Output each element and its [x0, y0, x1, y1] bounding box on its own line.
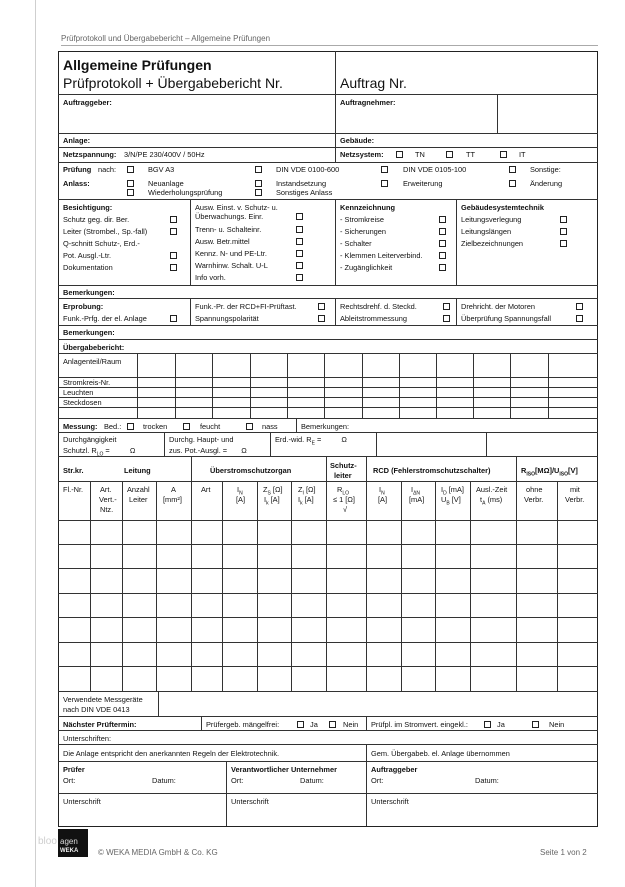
divider: [335, 199, 336, 285]
kennzeichnung-checkbox[interactable]: [439, 252, 446, 259]
kennzeichnung-checkbox[interactable]: [439, 216, 446, 223]
besichtigung-title: Besichtigung:: [63, 203, 113, 212]
divider: [58, 481, 598, 482]
subcol-id: $I_D$ [mA]: [441, 485, 464, 497]
besichtigung-checkbox[interactable]: [296, 213, 303, 220]
divider: [164, 432, 165, 456]
erprobung-item: Rechtsdrehf. d. Steckd.: [340, 302, 417, 311]
erprobung-item: Spannungspolarität: [195, 314, 259, 323]
auftraggeber-datum: Datum:: [475, 776, 499, 785]
subcol-anzahl: Anzahl: [127, 485, 150, 494]
pruefung-nach: nach:: [98, 165, 117, 174]
divider: [456, 298, 457, 325]
subcol-ik: $I_k$ [A]: [264, 495, 280, 507]
divider: [510, 353, 511, 418]
auftraggeber-label: Auftraggeber:: [63, 98, 112, 107]
vde-0100-label: DIN VDE 0100-600: [276, 165, 340, 174]
kennzeichnung-item: - Zugänglichkeit: [340, 263, 393, 272]
netzspannung-label: Netzspannung:: [63, 150, 117, 159]
besichtigung-item: Info vorh.: [195, 273, 226, 282]
stromvert-ja-label: Ja: [497, 720, 505, 729]
pruefer-label: Prüfer: [63, 765, 85, 774]
logo-text-bottom: WEKA: [60, 848, 79, 854]
divider: [250, 353, 251, 418]
subcol-in2: $I_N$: [379, 485, 385, 497]
trocken-label: trocken: [143, 422, 168, 431]
divider: [190, 298, 191, 325]
erprobung-item: Drehricht. der Motoren: [461, 302, 535, 311]
auftrag-label: Auftrag Nr.: [340, 75, 407, 91]
subcol-mit-verbr: Verbr.: [565, 495, 585, 504]
feucht-label: feucht: [200, 422, 221, 431]
kennzeichnung-checkbox[interactable]: [439, 228, 446, 235]
tt-checkbox[interactable]: [446, 151, 453, 158]
table-row: [58, 642, 598, 643]
messgeraete-norm: nach DIN VDE 0413: [63, 705, 130, 714]
divider: [58, 298, 598, 299]
header-rule: [61, 45, 598, 46]
messung-bemerkungen: Bemerkungen:: [301, 422, 350, 431]
divider: [90, 481, 91, 691]
divider: [270, 432, 271, 456]
divider: [366, 716, 367, 730]
table-row: [58, 520, 598, 521]
erprobung-item: Ableitstrommessung: [340, 314, 407, 323]
gebaeudesystem-item: Leitungsverlegung: [461, 215, 522, 224]
divider: [326, 456, 327, 691]
divider: [158, 691, 159, 716]
divider: [58, 691, 598, 692]
kennzeichnung-item: - Sicherungen: [340, 227, 387, 236]
aenderung-checkbox[interactable]: [509, 180, 516, 187]
trocken-checkbox[interactable]: [127, 423, 134, 430]
col-schutz-leiter: leiter: [334, 471, 352, 480]
wiederholung-checkbox[interactable]: [127, 189, 134, 196]
kennzeichnung-item: - Stromkreise: [340, 215, 384, 224]
subcol-mit: mit: [570, 485, 580, 494]
subcol-ub: $U_B$ [V]: [441, 495, 461, 507]
netzspannung-value: 3/N/PE 230/400V / 50Hz: [124, 150, 205, 159]
besichtigung-item: Leiter (Strombel., Sp.-fall): [63, 227, 148, 236]
subcol-fl-nr: Fl.-Nr.: [63, 485, 84, 494]
gebaeudesystem-checkbox[interactable]: [560, 240, 567, 247]
feucht-checkbox[interactable]: [183, 423, 190, 430]
besichtigung-item: Überwachungs. Einr.: [195, 212, 264, 221]
durchg-haupt-label: Durchg. Haupt- und: [169, 435, 234, 444]
besichtigung-item: Trenn- u. Schalteinr.: [195, 225, 262, 234]
besichtigung-checkbox[interactable]: [296, 238, 303, 245]
divider: [58, 162, 598, 163]
col-schutz: Schutz-: [330, 461, 357, 470]
vde-0105-label: DIN VDE 0105-100: [403, 165, 467, 174]
divider: [376, 432, 377, 456]
erprobung-checkbox[interactable]: [576, 303, 583, 310]
grid-row-label: Steckdosen: [63, 398, 102, 407]
anlass-label: Anlass:: [63, 179, 90, 188]
divider: [137, 353, 138, 418]
sonstiges-anlass-label: Sonstiges Anlass: [276, 188, 333, 197]
divider: [58, 716, 598, 717]
it-checkbox[interactable]: [500, 151, 507, 158]
erprobung-item: Überprüfung Spannungsfall: [461, 314, 551, 323]
tn-label: TN: [415, 150, 425, 159]
kennzeichnung-checkbox[interactable]: [439, 264, 446, 271]
divider: [222, 481, 223, 691]
subcol-art: Art.: [100, 485, 112, 494]
unterschriften-label: Unterschriften:: [63, 734, 112, 743]
subcol-ta: $t_A$ (ms): [480, 495, 503, 507]
besichtigung-checkbox[interactable]: [170, 228, 177, 235]
erweiterung-label: Erweiterung: [403, 179, 443, 188]
footer-page-number: Seite 1 von 2: [540, 848, 587, 857]
besichtigung-checkbox[interactable]: [170, 252, 177, 259]
divider: [58, 387, 598, 388]
divider: [191, 456, 192, 691]
divider: [557, 481, 558, 691]
divider: [473, 353, 474, 418]
erprobung-title: Erprobung:: [63, 302, 104, 311]
neuanlage-label: Neuanlage: [148, 179, 184, 188]
besichtigung-checkbox[interactable]: [296, 262, 303, 269]
col-ueberstrom: Überstromschutzorgan: [210, 466, 292, 475]
gebaeudesystem-item: Zielbezeichnungen: [461, 239, 524, 248]
form-subtitle: Prüfprotokoll + Übergabebericht Nr.: [63, 75, 283, 91]
gebaeudesystem-checkbox[interactable]: [560, 228, 567, 235]
vde-0100-checkbox[interactable]: [255, 166, 262, 173]
stromvert-ja-checkbox[interactable]: [484, 721, 491, 728]
table-row: [58, 617, 598, 618]
maengelfrei-ja-label: Ja: [310, 720, 318, 729]
erprobung-checkbox[interactable]: [170, 315, 177, 322]
gebaeudesystem-title: Gebäudesystemtechnik: [461, 203, 544, 212]
erprobung-checkbox[interactable]: [318, 303, 325, 310]
sonstiges-anlass-checkbox[interactable]: [255, 189, 262, 196]
subcol-ik2: $I_k$ [A]: [298, 495, 314, 507]
divider: [58, 730, 598, 731]
divider: [58, 94, 598, 95]
divider: [399, 353, 400, 418]
regeln-statement: Die Anlage entspricht den anerkannten Regeln der Elektrotechnik.: [63, 749, 280, 758]
subcol-check: √: [343, 505, 348, 514]
besichtigung-item: Pot. Ausgl.-Ltr.: [63, 251, 112, 260]
besichtigung-item: Schutz geg. dir. Ber.: [63, 215, 130, 224]
uebernommen-statement: Gem. Übergabeb. el. Anlage übernommen: [371, 749, 510, 758]
nass-label: nass: [262, 422, 278, 431]
besichtigung-checkbox[interactable]: [170, 216, 177, 223]
bgv-label: BGV A3: [148, 165, 175, 174]
maengelfrei-ja-checkbox[interactable]: [297, 721, 304, 728]
subcol-a: A: [171, 485, 176, 494]
divider: [497, 94, 498, 133]
subcol-leiter: Leiter: [129, 495, 148, 504]
divider: [58, 147, 598, 148]
divider: [58, 793, 598, 794]
divider: [366, 744, 367, 826]
besichtigung-item: Kennz. N- und PE-Ltr.: [195, 249, 267, 258]
auftraggeber-ort: Ort:: [371, 776, 384, 785]
gebaeudesystem-checkbox[interactable]: [560, 216, 567, 223]
subcol-in-a: [A]: [236, 495, 246, 504]
vde-0105-checkbox[interactable]: [381, 166, 388, 173]
durchgaengigkeit-label: Durchgängigkeit: [63, 435, 117, 444]
maengelfrei-nein-checkbox[interactable]: [329, 721, 336, 728]
divider: [257, 481, 258, 691]
messung-bed: Bed.:: [104, 422, 122, 431]
besichtigung-checkbox[interactable]: [170, 264, 177, 271]
divider: [58, 133, 598, 134]
divider: [58, 744, 598, 745]
divider: [58, 432, 598, 433]
watermark: bloo: [38, 836, 57, 847]
maengelfrei-label: Prüfergeb. mängelfrei:: [206, 720, 280, 729]
verantwortlicher-unterschrift: Unterschrift: [231, 797, 269, 806]
subcol-in: $I_N$: [237, 485, 243, 497]
weka-logo: [58, 829, 88, 857]
divider: [58, 339, 598, 340]
verantwortlicher-ort: Ort:: [231, 776, 244, 785]
divider: [212, 353, 213, 418]
divider: [435, 481, 436, 691]
wiederholung-label: Wiederholungsprüfung: [148, 188, 223, 197]
tt-label: TT: [466, 150, 476, 159]
col-rcd: RCD (Fehlerstromschutzschalter): [373, 466, 491, 475]
pruefer-datum: Datum:: [152, 776, 176, 785]
divider: [58, 377, 598, 378]
divider: [58, 353, 598, 354]
subcol-zi: $Z_I$ [Ω]: [298, 485, 316, 497]
running-header: Prüfprotokoll und Übergabebericht – Allgemeine Prüfungen: [61, 34, 271, 43]
naechster-pruefermin-label: Nächster Prüftermin:: [63, 720, 137, 729]
messung-label: Messung:: [63, 422, 98, 431]
table-row: [58, 544, 598, 545]
divider: [291, 481, 292, 691]
grid-row-label: Stromkreis-Nr.: [63, 378, 111, 387]
subcol-idn-ma: [mA]: [409, 495, 425, 504]
divider: [58, 761, 598, 762]
it-label: IT: [519, 150, 526, 159]
erprobung-checkbox[interactable]: [318, 315, 325, 322]
divider: [366, 456, 367, 691]
sonstige-checkbox[interactable]: [509, 166, 516, 173]
divider: [58, 285, 598, 286]
instandsetzung-checkbox[interactable]: [255, 180, 262, 187]
logo-text-top: agen: [60, 837, 78, 846]
table-row: [58, 666, 598, 667]
besichtigung-checkbox[interactable]: [296, 274, 303, 281]
auftraggeber-unterschrift: Unterschrift: [371, 797, 409, 806]
pruefung-label: Prüfung: [63, 165, 92, 174]
erprobung-item: Funk.-Prfg. der el. Anlage: [63, 314, 147, 323]
form-title: Allgemeine Prüfungen: [63, 57, 212, 73]
besichtigung-item: Warnhinw. Schalt. U-L: [195, 261, 268, 270]
maengelfrei-nein-label: Nein: [343, 720, 359, 729]
divider: [175, 353, 176, 418]
kennzeichnung-title: Kennzeichnung: [340, 203, 396, 212]
subcol-vert: Vert.-: [99, 495, 117, 504]
aenderung-label: Änderung: [530, 179, 563, 188]
divider: [287, 353, 288, 418]
messgeraete-label: Verwendete Messgeräte: [63, 695, 143, 704]
divider: [58, 418, 598, 419]
table-row: [58, 593, 598, 594]
instandsetzung-label: Instandsetzung: [276, 179, 327, 188]
besichtigung-item: Q-schnitt Schutz-, Erd.-: [63, 239, 140, 248]
bgv-checkbox[interactable]: [127, 166, 134, 173]
besichtigung-item: Dokumentation: [63, 263, 113, 272]
gebaeude-label: Gebäude:: [340, 136, 375, 145]
divider: [201, 716, 202, 730]
erweiterung-checkbox[interactable]: [381, 180, 388, 187]
divider: [58, 397, 598, 398]
divider: [335, 298, 336, 325]
divider: [436, 353, 437, 418]
besichtigung-item: Ausw. Einst. v. Schutz- u.: [195, 203, 278, 212]
subcol-rlo: $R_{LO}$: [337, 485, 350, 497]
pruefer-ort: Ort:: [63, 776, 76, 785]
divider: [58, 199, 598, 200]
erprobung-checkbox[interactable]: [576, 315, 583, 322]
divider: [156, 481, 157, 691]
kennzeichnung-item: - Klemmen Leiterverbind.: [340, 251, 423, 260]
divider: [548, 353, 549, 418]
divider: [362, 353, 363, 418]
divider: [324, 353, 325, 418]
subcol-ohne-verbr: Verbr.: [524, 495, 544, 504]
divider: [516, 456, 517, 691]
anlage-label: Anlage:: [63, 136, 91, 145]
divider: [122, 481, 123, 691]
divider: [58, 325, 598, 326]
kennzeichnung-checkbox[interactable]: [439, 240, 446, 247]
divider: [470, 481, 471, 691]
divider: [58, 407, 598, 408]
subcol-mm2: [mm²]: [163, 495, 182, 504]
divider: [456, 199, 457, 285]
kennzeichnung-item: - Schalter: [340, 239, 372, 248]
divider: [190, 199, 191, 285]
col-strkr: Str.kr.: [63, 466, 84, 475]
divider: [335, 51, 336, 134]
divider: [486, 432, 487, 456]
besichtigung-checkbox[interactable]: [296, 250, 303, 257]
stromvert-label: Prüfpl. im Stromvert. eingekl.:: [371, 720, 468, 729]
auftraggeber-sign-label: Auftraggeber: [371, 765, 418, 774]
netzsystem-label: Netzsystem:: [340, 150, 384, 159]
subcol-in2-a: [A]: [378, 495, 388, 504]
col-riso: $R_{ISO}[M\Omega]/U_{ISO}[V]$: [521, 466, 578, 478]
besichtigung-checkbox[interactable]: [296, 226, 303, 233]
subcol-ntz: Ntz.: [100, 505, 114, 514]
bemerkungen-label: Bemerkungen:: [63, 328, 115, 337]
stromvert-nein-label: Nein: [549, 720, 565, 729]
nass-checkbox[interactable]: [246, 423, 253, 430]
erprobung-checkbox[interactable]: [443, 315, 450, 322]
grid-row-label: Leuchten: [63, 388, 94, 397]
divider: [401, 481, 402, 691]
divider: [296, 418, 297, 432]
sonstige-label: Sonstige:: [530, 165, 561, 174]
table-row: [58, 568, 598, 569]
bemerkungen-label: Bemerkungen:: [63, 288, 115, 297]
besichtigung-item: Ausw. Betr.mittel: [195, 237, 250, 246]
verantwortlicher-label: Verantwortlicher Unternehmer: [231, 765, 337, 774]
footer-copyright: © WEKA MEDIA GmbH & Co. KG: [98, 848, 218, 857]
divider: [58, 456, 598, 457]
pruefer-unterschrift: Unterschrift: [63, 797, 101, 806]
verantwortlicher-datum: Datum:: [300, 776, 324, 785]
gebaeudesystem-item: Leitungslängen: [461, 227, 512, 236]
erprobung-item: Funk.-Pr. der RCD+FI-Prüftast.: [195, 302, 297, 311]
subcol-art2: Art: [201, 485, 211, 494]
divider: [335, 133, 336, 163]
subcol-ohne: ohne: [526, 485, 543, 494]
tn-checkbox[interactable]: [396, 151, 403, 158]
subcol-ausl: Ausl.-Zeit: [476, 485, 508, 494]
subcol-rlo-limit: ≤ 1 [Ω]: [333, 495, 355, 504]
auftragnehmer-label: Auftragnehmer:: [340, 98, 396, 107]
subcol-zs: $Z_S$ [Ω]: [263, 485, 283, 497]
erd-wid-label: Erd.-wid. $R_E = \Omega$: [275, 435, 347, 447]
grid-row-label: Anlagenteil/Raum: [63, 357, 122, 366]
erprobung-checkbox[interactable]: [443, 303, 450, 310]
stromvert-nein-checkbox[interactable]: [532, 721, 539, 728]
schutzl-label: Schutzl. $R_{LO} = \Omega$: [63, 446, 136, 458]
col-leitung: Leitung: [124, 466, 151, 475]
uebergabebericht-title: Übergabebericht:: [63, 343, 125, 352]
zus-pot-label: zus. Pot.-Ausgl. = Ω: [169, 446, 247, 455]
subcol-idn: $I_{\Delta N}$: [411, 485, 421, 497]
neuanlage-checkbox[interactable]: [127, 180, 134, 187]
